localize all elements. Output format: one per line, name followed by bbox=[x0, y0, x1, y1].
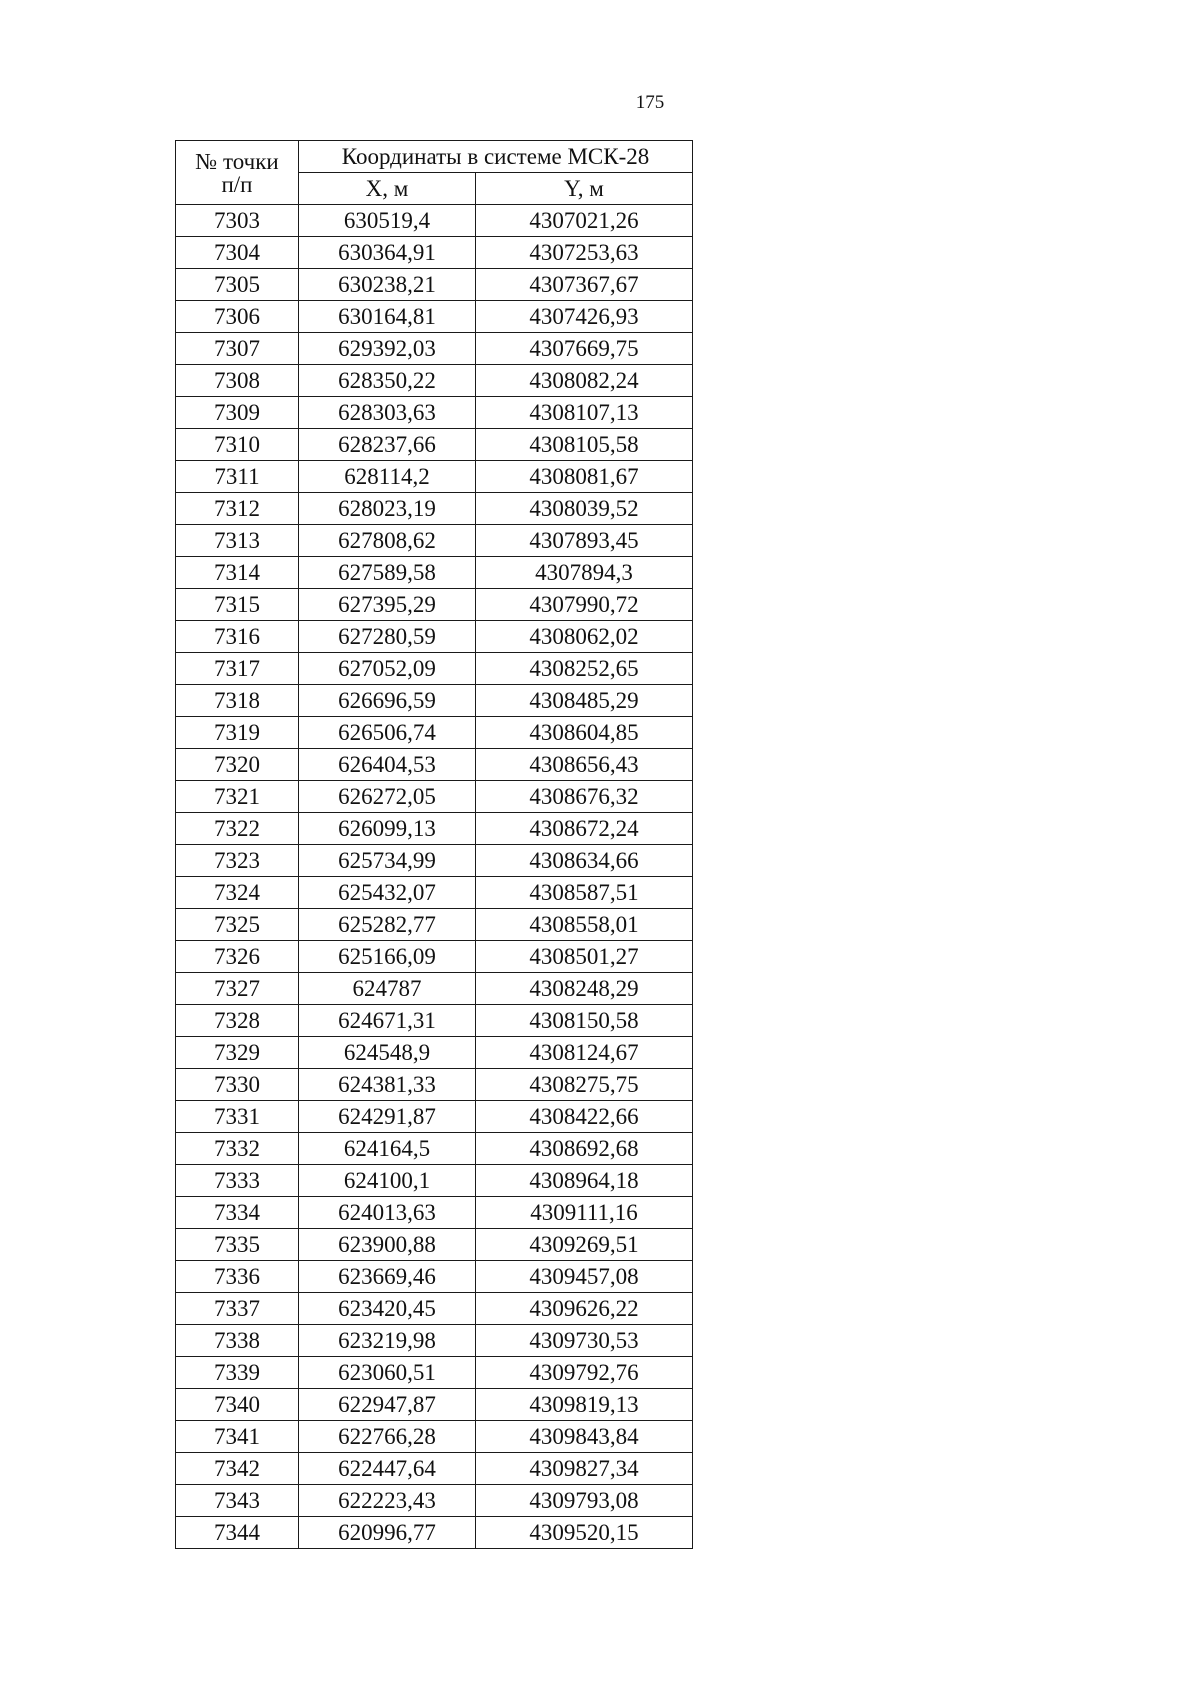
y-coordinate-cell: 4308656,43 bbox=[476, 749, 693, 781]
point-number-cell: 7317 bbox=[176, 653, 299, 685]
y-coordinate-cell: 4308105,58 bbox=[476, 429, 693, 461]
y-coordinate-cell: 4308248,29 bbox=[476, 973, 693, 1005]
x-coordinate-cell: 627280,59 bbox=[299, 621, 476, 653]
point-number-cell: 7342 bbox=[176, 1453, 299, 1485]
x-coordinate-cell: 628350,22 bbox=[299, 365, 476, 397]
point-number-cell: 7330 bbox=[176, 1069, 299, 1101]
x-coordinate-cell: 626404,53 bbox=[299, 749, 476, 781]
table-row bbox=[176, 237, 693, 269]
y-coordinate-cell: 4307021,26 bbox=[476, 205, 693, 237]
point-number-cell: 7328 bbox=[176, 1005, 299, 1037]
x-coordinate-cell: 623420,45 bbox=[299, 1293, 476, 1325]
table-body bbox=[176, 205, 693, 1549]
point-number-cell: 7323 bbox=[176, 845, 299, 877]
table-row bbox=[176, 1229, 693, 1261]
point-number-header-line1: № точки bbox=[195, 148, 279, 174]
page-number: 175 bbox=[635, 92, 665, 113]
table-row bbox=[176, 429, 693, 461]
table-row bbox=[176, 461, 693, 493]
x-coordinate-cell: 624671,31 bbox=[299, 1005, 476, 1037]
table-row bbox=[176, 397, 693, 429]
table-row bbox=[176, 1165, 693, 1197]
y-coordinate-cell: 4308485,29 bbox=[476, 685, 693, 717]
y-coordinate-cell: 4308501,27 bbox=[476, 941, 693, 973]
y-coordinate-cell: 4307669,75 bbox=[476, 333, 693, 365]
table-row bbox=[176, 1133, 693, 1165]
table-header bbox=[176, 141, 693, 205]
table-row bbox=[176, 781, 693, 813]
table-row bbox=[176, 877, 693, 909]
x-coordinate-cell: 630164,81 bbox=[299, 301, 476, 333]
point-number-cell: 7344 bbox=[176, 1517, 299, 1549]
y-coordinate-cell: 4309520,15 bbox=[476, 1517, 693, 1549]
y-coordinate-cell: 4309843,84 bbox=[476, 1421, 693, 1453]
point-number-cell: 7308 bbox=[176, 365, 299, 397]
y-coordinate-cell: 4309626,22 bbox=[476, 1293, 693, 1325]
table-row bbox=[176, 941, 693, 973]
point-number-cell: 7336 bbox=[176, 1261, 299, 1293]
point-number-cell: 7326 bbox=[176, 941, 299, 973]
y-coordinate-cell: 4307367,67 bbox=[476, 269, 693, 301]
table-row bbox=[176, 1101, 693, 1133]
y-coordinate-cell: 4307894,3 bbox=[476, 557, 693, 589]
table-row bbox=[176, 717, 693, 749]
x-coordinate-cell: 624548,9 bbox=[299, 1037, 476, 1069]
point-number-cell: 7304 bbox=[176, 237, 299, 269]
x-coordinate-cell: 624787 bbox=[299, 973, 476, 1005]
x-coordinate-cell: 630519,4 bbox=[299, 205, 476, 237]
table-row bbox=[176, 1389, 693, 1421]
table-row bbox=[176, 1485, 693, 1517]
table-row bbox=[176, 269, 693, 301]
point-number-cell: 7310 bbox=[176, 429, 299, 461]
y-coordinate-cell: 4309269,51 bbox=[476, 1229, 693, 1261]
point-number-cell: 7306 bbox=[176, 301, 299, 333]
table-row bbox=[176, 333, 693, 365]
x-coordinate-cell: 624013,63 bbox=[299, 1197, 476, 1229]
x-coordinate-cell: 628303,63 bbox=[299, 397, 476, 429]
table-row bbox=[176, 1293, 693, 1325]
point-number-cell: 7311 bbox=[176, 461, 299, 493]
point-number-cell: 7332 bbox=[176, 1133, 299, 1165]
x-coordinate-cell: 626506,74 bbox=[299, 717, 476, 749]
y-coordinate-cell: 4308422,66 bbox=[476, 1101, 693, 1133]
x-coordinate-cell: 622447,64 bbox=[299, 1453, 476, 1485]
point-number-cell: 7315 bbox=[176, 589, 299, 621]
y-coordinate-cell: 4308107,13 bbox=[476, 397, 693, 429]
table-row bbox=[176, 525, 693, 557]
point-number-cell: 7303 bbox=[176, 205, 299, 237]
y-coordinate-cell: 4307990,72 bbox=[476, 589, 693, 621]
x-coordinate-cell: 624291,87 bbox=[299, 1101, 476, 1133]
x-coordinate-cell: 623900,88 bbox=[299, 1229, 476, 1261]
table-row bbox=[176, 909, 693, 941]
coordinates-table bbox=[175, 140, 693, 1549]
x-coordinate-cell: 626272,05 bbox=[299, 781, 476, 813]
table-row bbox=[176, 1037, 693, 1069]
point-number-cell: 7305 bbox=[176, 269, 299, 301]
point-number-cell: 7312 bbox=[176, 493, 299, 525]
x-coordinate-cell: 624164,5 bbox=[299, 1133, 476, 1165]
table-row bbox=[176, 749, 693, 781]
table-row bbox=[176, 557, 693, 589]
point-number-header-line2: п/п bbox=[221, 171, 253, 197]
y-coordinate-cell: 4309111,16 bbox=[476, 1197, 693, 1229]
table-row bbox=[176, 1453, 693, 1485]
y-coordinate-cell: 4308604,85 bbox=[476, 717, 693, 749]
x-coordinate-cell: 623060,51 bbox=[299, 1357, 476, 1389]
point-number-cell: 7325 bbox=[176, 909, 299, 941]
y-coordinate-cell: 4308124,67 bbox=[476, 1037, 693, 1069]
table-row bbox=[176, 493, 693, 525]
x-coordinate-cell: 630364,91 bbox=[299, 237, 476, 269]
x-coordinate-cell: 620996,77 bbox=[299, 1517, 476, 1549]
y-coordinate-cell: 4308692,68 bbox=[476, 1133, 693, 1165]
y-coordinate-cell: 4308150,58 bbox=[476, 1005, 693, 1037]
point-number-cell: 7343 bbox=[176, 1485, 299, 1517]
y-coordinate-cell: 4308634,66 bbox=[476, 845, 693, 877]
point-number-header bbox=[176, 141, 299, 205]
x-coordinate-cell: 623669,46 bbox=[299, 1261, 476, 1293]
point-number-cell: 7340 bbox=[176, 1389, 299, 1421]
y-coordinate-cell: 4308558,01 bbox=[476, 909, 693, 941]
y-coordinate-cell: 4308081,67 bbox=[476, 461, 693, 493]
x-coordinate-cell: 624381,33 bbox=[299, 1069, 476, 1101]
x-coordinate-cell: 627395,29 bbox=[299, 589, 476, 621]
y-coordinate-cell: 4308275,75 bbox=[476, 1069, 693, 1101]
point-number-cell: 7329 bbox=[176, 1037, 299, 1069]
y-coordinate-cell: 4308252,65 bbox=[476, 653, 693, 685]
table-row bbox=[176, 205, 693, 237]
point-number-cell: 7327 bbox=[176, 973, 299, 1005]
x-coordinate-cell: 625282,77 bbox=[299, 909, 476, 941]
point-number-cell: 7314 bbox=[176, 557, 299, 589]
table-row bbox=[176, 1357, 693, 1389]
x-coordinate-cell: 625166,09 bbox=[299, 941, 476, 973]
x-coordinate-cell: 625432,07 bbox=[299, 877, 476, 909]
x-coordinate-cell: 628114,2 bbox=[299, 461, 476, 493]
point-number-cell: 7321 bbox=[176, 781, 299, 813]
table-row bbox=[176, 813, 693, 845]
point-number-cell: 7338 bbox=[176, 1325, 299, 1357]
table-row bbox=[176, 365, 693, 397]
table-row bbox=[176, 301, 693, 333]
x-coordinate-cell: 626696,59 bbox=[299, 685, 476, 717]
x-coordinate-cell: 626099,13 bbox=[299, 813, 476, 845]
point-number-cell: 7318 bbox=[176, 685, 299, 717]
y-coordinate-cell: 4307893,45 bbox=[476, 525, 693, 557]
x-coordinate-cell: 627808,62 bbox=[299, 525, 476, 557]
point-number-cell: 7339 bbox=[176, 1357, 299, 1389]
point-number-cell: 7309 bbox=[176, 397, 299, 429]
table-row bbox=[176, 1517, 693, 1549]
table-row bbox=[176, 973, 693, 1005]
point-number-cell: 7341 bbox=[176, 1421, 299, 1453]
point-number-cell: 7333 bbox=[176, 1165, 299, 1197]
y-coordinate-cell: 4308039,52 bbox=[476, 493, 693, 525]
coordinates-group-header: Координаты в системе МСК-28 bbox=[299, 141, 693, 173]
point-number-cell: 7319 bbox=[176, 717, 299, 749]
y-coordinate-cell: 4308672,24 bbox=[476, 813, 693, 845]
y-column-header: Y, м bbox=[476, 173, 693, 205]
table-row bbox=[176, 1325, 693, 1357]
table-row bbox=[176, 1421, 693, 1453]
table-row bbox=[176, 685, 693, 717]
y-coordinate-cell: 4307426,93 bbox=[476, 301, 693, 333]
y-coordinate-cell: 4309819,13 bbox=[476, 1389, 693, 1421]
point-number-cell: 7322 bbox=[176, 813, 299, 845]
y-coordinate-cell: 4308964,18 bbox=[476, 1165, 693, 1197]
table-row bbox=[176, 1005, 693, 1037]
point-number-cell: 7324 bbox=[176, 877, 299, 909]
point-number-cell: 7331 bbox=[176, 1101, 299, 1133]
y-coordinate-cell: 4307253,63 bbox=[476, 237, 693, 269]
x-coordinate-cell: 627589,58 bbox=[299, 557, 476, 589]
x-coordinate-cell: 625734,99 bbox=[299, 845, 476, 877]
y-coordinate-cell: 4308676,32 bbox=[476, 781, 693, 813]
y-coordinate-cell: 4308587,51 bbox=[476, 877, 693, 909]
y-coordinate-cell: 4309827,34 bbox=[476, 1453, 693, 1485]
table-row bbox=[176, 653, 693, 685]
y-coordinate-cell: 4309793,08 bbox=[476, 1485, 693, 1517]
point-number-cell: 7334 bbox=[176, 1197, 299, 1229]
point-number-cell: 7307 bbox=[176, 333, 299, 365]
x-coordinate-cell: 622766,28 bbox=[299, 1421, 476, 1453]
x-coordinate-cell: 628023,19 bbox=[299, 493, 476, 525]
point-number-cell: 7313 bbox=[176, 525, 299, 557]
x-coordinate-cell: 629392,03 bbox=[299, 333, 476, 365]
y-coordinate-cell: 4308082,24 bbox=[476, 365, 693, 397]
x-coordinate-cell: 628237,66 bbox=[299, 429, 476, 461]
x-coordinate-cell: 624100,1 bbox=[299, 1165, 476, 1197]
x-coordinate-cell: 630238,21 bbox=[299, 269, 476, 301]
point-number-cell: 7335 bbox=[176, 1229, 299, 1261]
x-coordinate-cell: 623219,98 bbox=[299, 1325, 476, 1357]
y-coordinate-cell: 4308062,02 bbox=[476, 621, 693, 653]
table-row bbox=[176, 589, 693, 621]
table-row bbox=[176, 1069, 693, 1101]
y-coordinate-cell: 4309457,08 bbox=[476, 1261, 693, 1293]
table-row bbox=[176, 1261, 693, 1293]
x-coordinate-cell: 622223,43 bbox=[299, 1485, 476, 1517]
x-column-header: X, м bbox=[299, 173, 476, 205]
table-row bbox=[176, 1197, 693, 1229]
y-coordinate-cell: 4309730,53 bbox=[476, 1325, 693, 1357]
x-coordinate-cell: 622947,87 bbox=[299, 1389, 476, 1421]
point-number-cell: 7316 bbox=[176, 621, 299, 653]
point-number-cell: 7337 bbox=[176, 1293, 299, 1325]
y-coordinate-cell: 4309792,76 bbox=[476, 1357, 693, 1389]
x-coordinate-cell: 627052,09 bbox=[299, 653, 476, 685]
point-number-cell: 7320 bbox=[176, 749, 299, 781]
table-row bbox=[176, 845, 693, 877]
table-row bbox=[176, 621, 693, 653]
